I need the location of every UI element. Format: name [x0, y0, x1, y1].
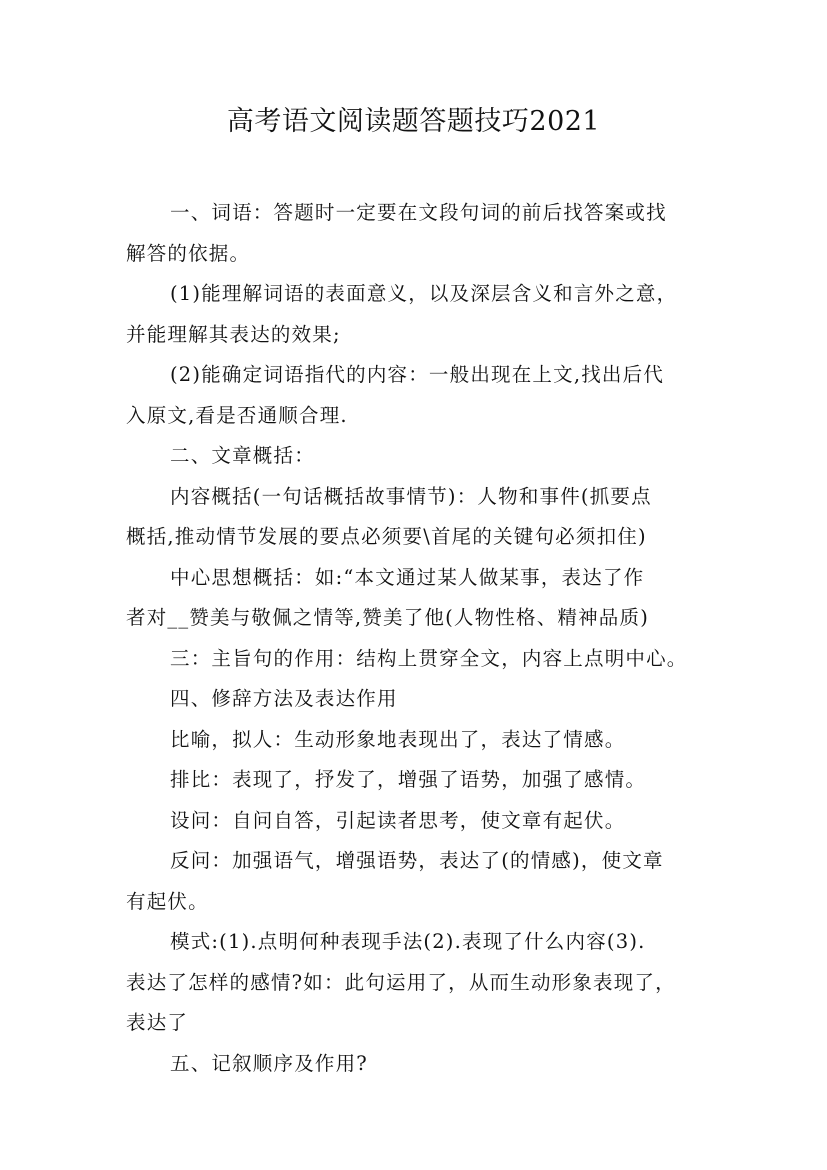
- text-line: 概括,推动情节发展的要点必须要\首尾的关键句必须扣住): [126, 525, 647, 548]
- text-line: 排比：表现了，抒发了，增强了语势，加强了感情。: [170, 768, 647, 791]
- text-line: 模式:(1).点明何种表现手法(2).表现了什么内容(3).: [170, 930, 646, 953]
- text-line: 一、词语：答题时一定要在文段句词的前后找答案或找: [170, 201, 667, 224]
- document-body: [126, 193, 716, 1084]
- section-heading: 四、修辞方法及表达作用: [170, 687, 398, 710]
- text-line: 内容概括(一句话概括故事情节)：人物和事件(抓要点: [170, 484, 652, 508]
- text-line: 比喻，拟人：生动形象地表现出了，表达了情感。: [170, 727, 626, 751]
- text-line: 入原文,看是否通顺合理.: [126, 403, 348, 427]
- text-line: (1)能理解词语的表面意义，以及深层含义和言外之意，: [170, 282, 678, 305]
- section-heading: 五、记叙顺序及作用?: [170, 1051, 368, 1075]
- text-line: 解答的依据。: [126, 241, 251, 265]
- text-line: (2)能确定词语指代的内容：一般出现在上文,找出后代: [170, 363, 665, 386]
- text-line: 者对__赞美与敬佩之情等,赞美了他(人物性格、精神品质): [126, 606, 650, 629]
- text-line: 表达了: [126, 1011, 189, 1034]
- text-line: 有起伏。: [126, 889, 209, 913]
- text-line: 设问：自问自答，引起读者思考，使文章有起伏。: [170, 808, 626, 832]
- text-line: 表达了怎样的感情?如：此句运用了，从而生动形象表现了，: [126, 970, 676, 994]
- text-line: 反问：加强语气，增强语势，表达了(的情感)，使文章: [170, 849, 664, 872]
- section-heading: 三：主旨句的作用：结构上贯穿全文，内容上点明中心。: [170, 646, 688, 670]
- section-heading: 二、文章概括：: [170, 444, 315, 467]
- text-line: 并能理解其表达的效果;: [126, 322, 341, 346]
- text-line: 中心思想概括：如:“本文通过某人做某事，表达了作: [170, 565, 645, 589]
- page-title: 高考语文阅读题答题技巧2021: [226, 106, 601, 137]
